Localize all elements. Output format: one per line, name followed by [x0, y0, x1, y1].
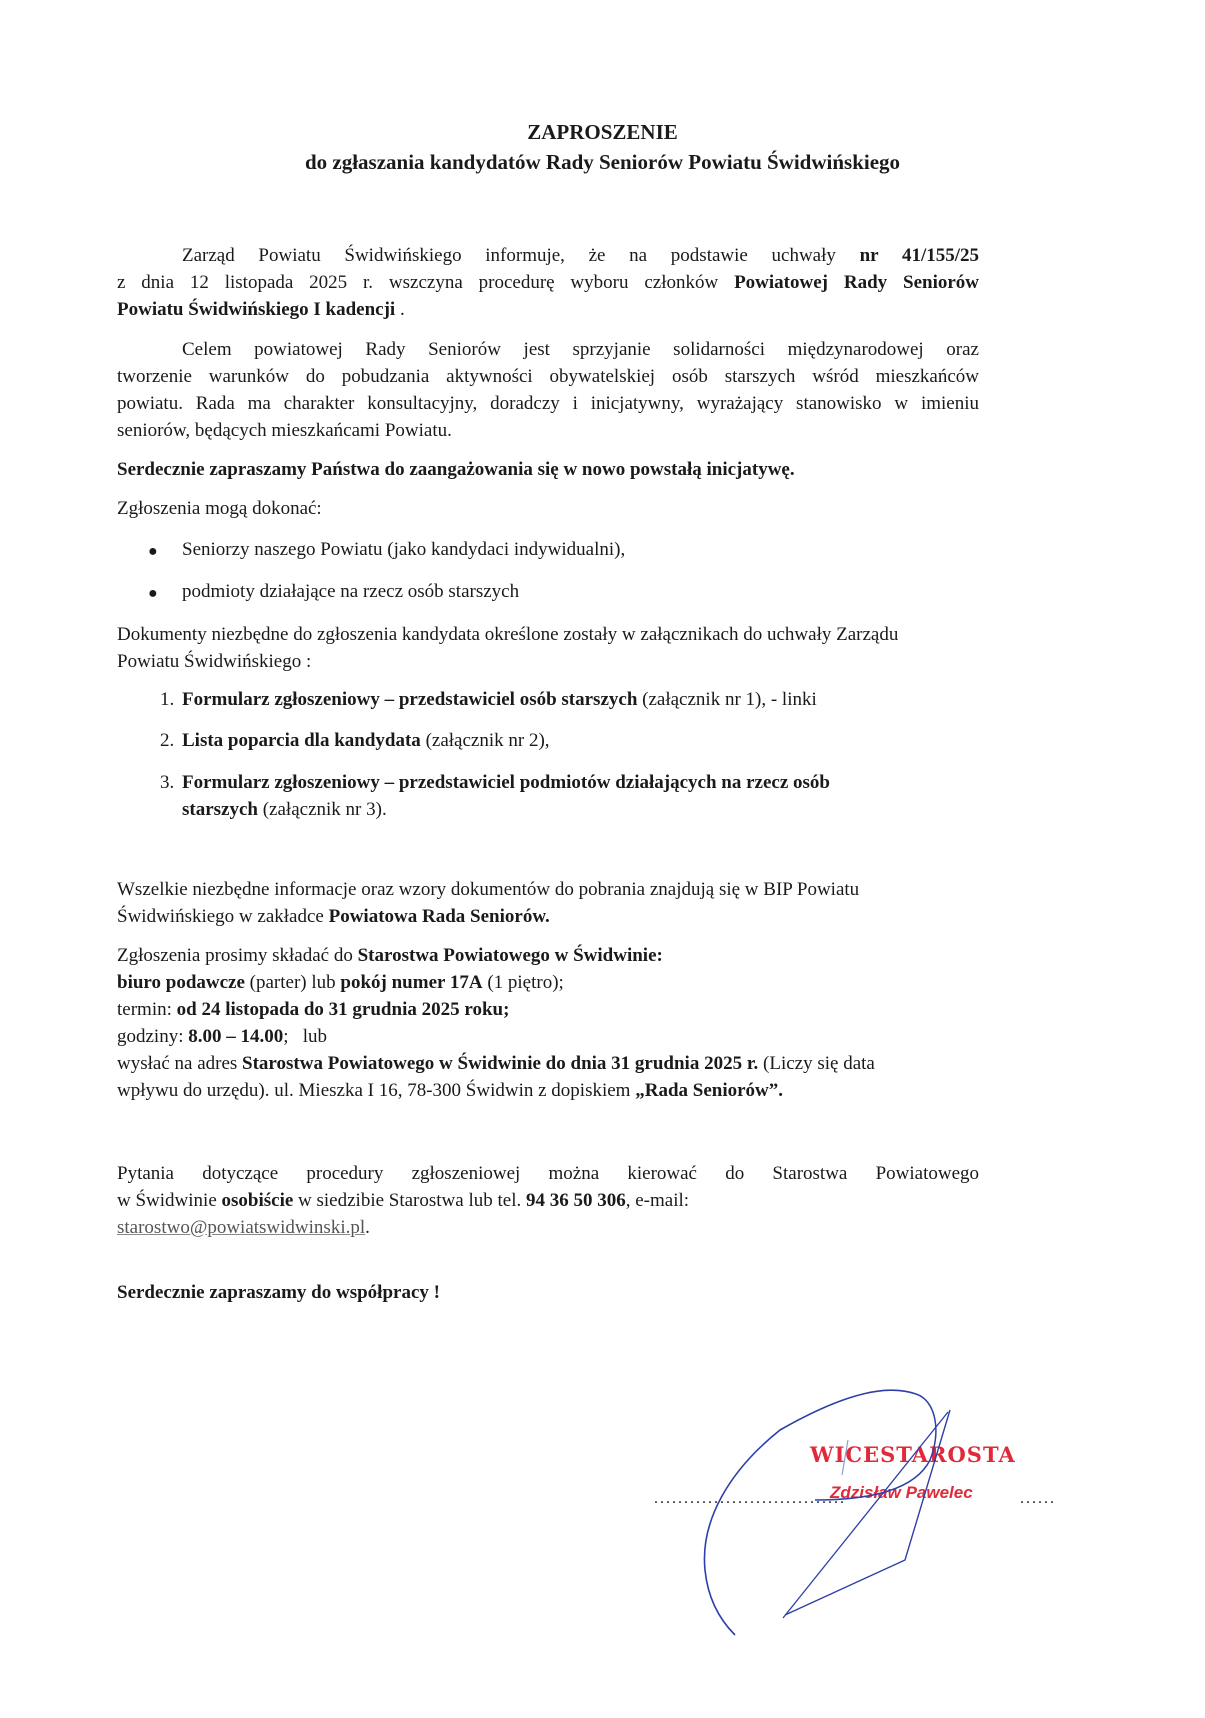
para2-line3: powiatu. Rada ma charakter konsultacyjny, doradczy i inicjatywny, wyrażający stanowisko w imieniu: [117, 393, 979, 414]
stamp-name: Zdzisław Pawelec: [830, 1483, 973, 1502]
who-label: Zgłoszenia mogą dokonać:: [117, 498, 322, 519]
phone-number: 94 36 50 306: [526, 1190, 626, 1211]
docs-list-item-3-cont: starszych (załącznik nr 3).: [182, 799, 387, 820]
docs-intro-line1: Dokumenty niezbędne do zgłoszenia kandydata określone zostały w załącznikach do uchwały Zarządu: [117, 624, 899, 645]
signature-dots: ................................: [654, 1490, 846, 1507]
bullet-text-2: podmioty działające na rzecz osób starszych: [182, 581, 520, 602]
email-line: starostwo@powiatswidwinski.pl.: [117, 1217, 370, 1238]
docs-list-item-1: Formularz zgłoszeniowy – przedstawiciel osób starszych (załącznik nr 1), - linki: [182, 689, 817, 710]
document-subtitle: do zgłaszania kandydatów Rady Seniorów Powiatu Świdwińskiego: [304, 150, 901, 174]
para2-line4: seniorów, będących mieszkańcami Powiatu.: [117, 420, 452, 441]
closing-statement: Serdecznie zapraszamy do współpracy !: [117, 1282, 440, 1303]
bip-line1: Wszelkie niezbędne informacje oraz wzory dokumentów do pobrania znajdują się w BIP Powiatu: [117, 879, 860, 900]
para1-line3: Powiatu Świdwińskiego I kadencji .: [117, 299, 405, 320]
docs-intro-line2: Powiatu Świdwińskiego :: [117, 651, 312, 672]
signature-stroke: [704, 1390, 916, 1635]
bullet-icon: ●: [148, 585, 158, 602]
submit-deadline: termin: od 24 listopada do 31 grudnia 2025 roku;: [117, 999, 510, 1020]
para1-line2: z dnia 12 listopada 2025 r. wszczyna procedurę wyboru członków Powiatowej Rady Seniorów: [117, 272, 979, 293]
docs-list-item-2: Lista poparcia dla kandydata (załącznik nr 2),: [182, 730, 550, 751]
resolution-number: nr 41/155/25: [859, 245, 979, 266]
stamp-position: WICESTAROSTA: [810, 1442, 1016, 1467]
questions-line2: w Świdwinie osobiście w siedzibie Starostwa lub tel. 94 36 50 306, e-mail:: [117, 1190, 690, 1211]
submit-mail-line1: wysłać na adres Starostwa Powiatowego w Świdwinie do dnia 31 grudnia 2025 r. (Liczy się data: [117, 1053, 875, 1074]
questions-line1: Pytania dotyczące procedury zgłoszeniowej można kierować do Starostwa Powiatowego: [117, 1163, 979, 1184]
bullet-text-1: Seniorzy naszego Powiatu (jako kandydaci indywidualni),: [182, 539, 626, 560]
docs-list-number: 1.: [160, 689, 175, 710]
para2-line1: Celem powiatowej Rady Seniorów jest sprzyjanie solidarności międzynarodowej oraz: [182, 339, 979, 360]
document-title: ZAPROSZENIE: [527, 120, 678, 144]
submit-mail-line2: wpływu do urzędu). ul. Mieszka I 16, 78-300 Świdwin z dopiskiem „Rada Seniorów”.: [117, 1080, 784, 1101]
submit-line1: Zgłoszenia prosimy składać do Starostwa Powiatowego w Świdwinie:: [117, 945, 663, 966]
submit-line2: biuro podawcze (parter) lub pokój numer 17A (1 piętro);: [117, 972, 564, 993]
bullet-item: [148, 579, 158, 607]
submit-hours: godziny: 8.00 – 14.00; lub: [117, 1026, 328, 1047]
bip-line2: Świdwińskiego w zakładce Powiatowa Rada Seniorów.: [117, 906, 550, 927]
invitation-statement: Serdecznie zapraszamy Państwa do zaangażowania się w nowo powstałą inicjatywę.: [117, 459, 795, 480]
bullet-icon: ●: [148, 543, 158, 560]
signature-stroke: [785, 1410, 950, 1615]
bullet-item: [148, 537, 158, 565]
signature-dots-right: ......: [1020, 1490, 1056, 1507]
docs-list-number: 3.: [160, 772, 175, 793]
para2-line2: tworzenie warunków do pobudzania aktywności obywatelskiej osób starszych wśród mieszkańców: [117, 366, 979, 387]
docs-list-number: 2.: [160, 730, 175, 751]
email-link[interactable]: starostwo@powiatswidwinski.pl: [117, 1217, 366, 1238]
para1-line1: Zarząd Powiatu Świdwińskiego informuje, że na podstawie uchwały nr 41/155/25: [182, 245, 979, 266]
docs-list-item-3: Formularz zgłoszeniowy – przedstawiciel podmiotów działających na rzecz osób: [182, 772, 830, 793]
